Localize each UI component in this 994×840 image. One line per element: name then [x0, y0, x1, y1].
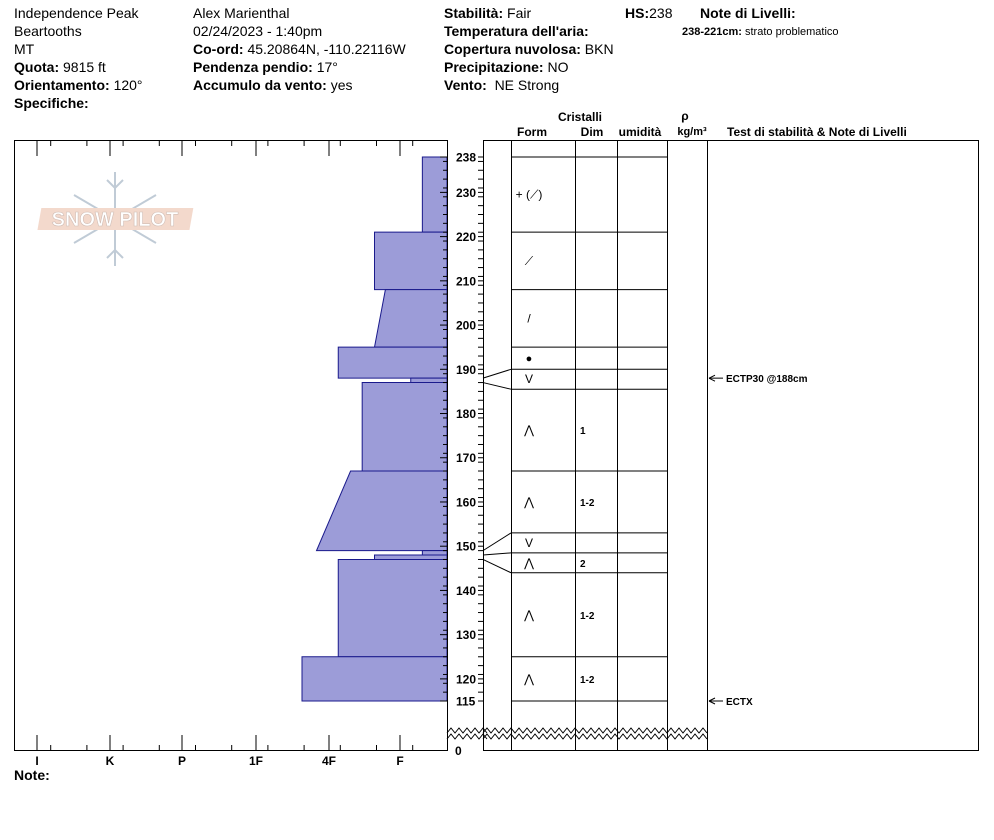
- depth-tick-label: 200: [456, 318, 477, 333]
- crystal-form-symbol: V: [524, 535, 534, 550]
- row-connector: [483, 553, 511, 555]
- tests-header: Test di stabilità & Note di Livelli: [727, 125, 907, 139]
- crystal-form-symbol: ●: [525, 353, 533, 366]
- hardness-tick-label: K: [105, 754, 115, 768]
- depth-tick-label: 230: [456, 185, 477, 200]
- hardness-layer: [375, 555, 448, 559]
- crystal-form-symbol: ⋀: [524, 555, 534, 570]
- hardness-tick-label: P: [177, 754, 187, 768]
- crystal-form-symbol: ⋀: [524, 671, 534, 686]
- hardness-layer: [317, 471, 448, 551]
- crystal-size: 1: [580, 426, 586, 438]
- crystal-size: 1-2: [580, 497, 595, 509]
- depth-tick-label: 190: [456, 362, 477, 377]
- crystal-form-symbol: ⋀: [524, 423, 534, 438]
- hardness-tick-label: I: [35, 754, 39, 768]
- test-label: ECTP30 @188cm: [726, 374, 808, 386]
- hardness-layer: [362, 383, 447, 471]
- wind: Vento: NE Strong: [444, 77, 560, 93]
- hardness-layer: [338, 347, 447, 378]
- cloud-cover: Copertura nuvolosa: BKN: [444, 41, 614, 57]
- crystal-form-symbol: /: [527, 311, 531, 326]
- table-break-zigzag: [483, 728, 707, 733]
- stability-tests: [709, 374, 808, 708]
- hardness-layer: [411, 378, 447, 382]
- air-temperature: Temperatura dell'aria:: [444, 23, 589, 39]
- test-label: ECTX: [726, 697, 753, 708]
- hardness-layer: [302, 657, 447, 701]
- depth-tick-label: 170: [456, 451, 477, 466]
- crystal-size: 1-2: [580, 610, 595, 622]
- crystal-form-symbol: ⋀: [524, 494, 534, 509]
- snowpilot-logo: [37, 172, 193, 266]
- coordinates: Co-ord: 45.20864N, -110.22116W: [193, 41, 406, 57]
- depth-tick-label: 120: [456, 672, 477, 687]
- top-ticks: [15, 141, 413, 156]
- hardness-tick-label: F: [396, 754, 404, 768]
- hardness-layer: [375, 232, 448, 289]
- depth-tick-label: 140: [456, 583, 477, 598]
- hardness-layer: [375, 290, 448, 347]
- hardness-tick-label: 4F: [321, 754, 337, 768]
- depth-tick-label: 150: [456, 539, 477, 554]
- crystal-form-symbol: + (⟋): [515, 187, 543, 202]
- depth-tick-label: 210: [456, 274, 477, 289]
- depth-tick-label: 220: [456, 230, 477, 245]
- crystal-form-symbol: ⋀: [524, 607, 534, 622]
- depth-tick-label: 180: [456, 407, 477, 422]
- wind-loading: Accumulo da vento: yes: [193, 77, 353, 93]
- svg-text:SNOW PILOT: SNOW PILOT: [51, 209, 179, 231]
- hardness-tick-label: 1F: [248, 754, 264, 768]
- stability: Stabilità: Fair: [444, 5, 532, 21]
- depth-tick-label: 160: [456, 495, 477, 510]
- rho-header: ρ: [681, 109, 689, 123]
- state: MT: [14, 41, 35, 57]
- specifics: Specifiche:: [14, 95, 89, 111]
- location: Independence Peak: [14, 5, 139, 21]
- layer-notes-title: Note di Livelli:: [700, 5, 796, 21]
- crystal-size: 2: [580, 558, 586, 570]
- row-connector: [483, 369, 511, 378]
- crystal-table-frame: [484, 140, 979, 751]
- elevation: Quota: 9815 ft: [14, 59, 106, 75]
- crystal-form-symbol: V: [524, 372, 534, 387]
- density-header: kg/m³: [677, 126, 707, 138]
- snow-height: HS:238: [625, 5, 673, 21]
- observation-datetime: 02/24/2023 - 1:40pm: [193, 23, 323, 39]
- row-connector: [483, 559, 511, 572]
- depth-tick-label: 130: [456, 628, 477, 643]
- layer-note: 238-221cm: strato problematico: [682, 26, 839, 38]
- row-connector: [483, 533, 511, 551]
- note-label: Note:: [14, 767, 50, 783]
- row-connector: [483, 383, 511, 390]
- axis-break-zigzag: [447, 734, 487, 739]
- crystal-cells: [516, 188, 595, 686]
- form-header: Form: [517, 125, 547, 139]
- moisture-header: umidità: [618, 125, 662, 139]
- mountain-range: Beartooths: [14, 23, 82, 39]
- crystal-form-symbol: ⟋: [524, 253, 534, 268]
- axis-break-zigzag: [447, 728, 487, 733]
- aspect: Orientamento: 120°: [14, 77, 143, 93]
- hardness-layers: [302, 157, 447, 701]
- hardness-layer: [422, 551, 447, 555]
- table-break-zigzag: [483, 734, 707, 739]
- depth-tick-label: 238: [456, 150, 477, 165]
- hardness-layer: [422, 157, 447, 232]
- crystal-size: 1-2: [580, 674, 595, 686]
- depth-zero-label: 0: [455, 744, 462, 758]
- slope-angle: Pendenza pendio: 17°: [193, 59, 338, 75]
- dim-header: Dim: [580, 125, 604, 139]
- hardness-layer: [338, 559, 447, 656]
- observer-name: Alex Marienthal: [193, 5, 290, 21]
- depth-tick-label: 115: [456, 694, 476, 709]
- bottom-ticks: [15, 735, 413, 768]
- precipitation: Precipitazione: NO: [444, 59, 569, 75]
- crystals-header: Cristalli: [557, 110, 603, 124]
